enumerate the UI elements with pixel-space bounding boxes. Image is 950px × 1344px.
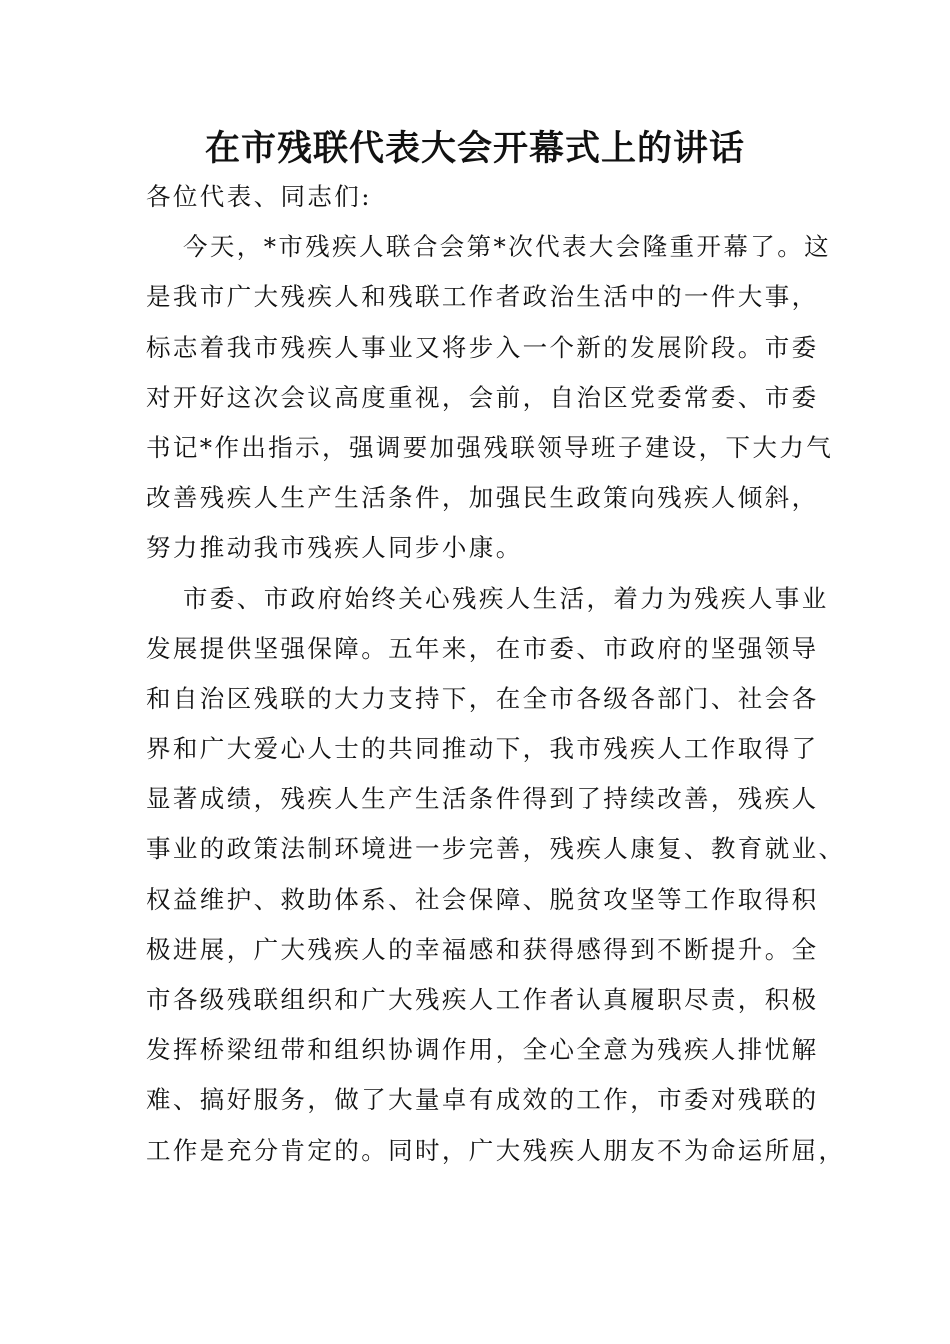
paragraph-line: 发挥桥梁纽带和组织协调作用，全心全意为残疾人排忧解 bbox=[146, 1035, 819, 1065]
paragraph-line: 市委、市政府始终关心残疾人生活，着力为残疾人事业 bbox=[183, 583, 829, 613]
paragraph-line: 和自治区残联的大力支持下，在全市各级各部门、社会各 bbox=[146, 683, 819, 713]
paragraph-line: 极进展，广大残疾人的幸福感和获得感得到不断提升。全 bbox=[146, 934, 819, 964]
salutation-line: 各位代表、同志们: bbox=[146, 182, 372, 211]
paragraph-line: 努力推动我市残疾人同步小康。 bbox=[146, 533, 523, 563]
paragraph-line: 发展提供坚强保障。五年来，在市委、市政府的坚强领导 bbox=[146, 633, 819, 663]
paragraph-line: 工作是充分肯定的。同时，广大残疾人朋友不为命运所屈， bbox=[146, 1135, 846, 1165]
document-title: 在市残联代表大会开幕式上的讲话 bbox=[204, 128, 745, 169]
paragraph-line: 是我市广大残疾人和残联工作者政治生活中的一件大事， bbox=[146, 282, 819, 312]
paragraph-line: 界和广大爱心人士的共同推动下，我市残疾人工作取得了 bbox=[146, 734, 819, 764]
paragraph-line: 今天，*市残疾人联合会第*次代表大会隆重开幕了。这 bbox=[183, 232, 831, 262]
paragraph-line: 市各级残联组织和广大残疾人工作者认真履职尽责，积极 bbox=[146, 985, 819, 1014]
document-body bbox=[146, 172, 846, 1176]
paragraph-line: 书记*作出指示，强调要加强残联领导班子建设，下大力气 bbox=[146, 432, 834, 462]
paragraph-line: 难、搞好服务，做了大量卓有成效的工作，市委对残联的 bbox=[146, 1085, 819, 1115]
paragraph-line: 标志着我市残疾人事业又将步入一个新的发展阶段。市委 bbox=[146, 332, 819, 362]
paragraph-line: 权益维护、救助体系、社会保障、脱贫攻坚等工作取得积 bbox=[146, 884, 819, 914]
paragraph-line: 事业的政策法制环境进一步完善，残疾人康复、教育就业、 bbox=[146, 834, 846, 864]
paragraph-line: 显著成绩，残疾人生产生活条件得到了持续改善，残疾人 bbox=[146, 784, 819, 814]
paragraph-line: 对开好这次会议高度重视，会前，自治区党委常委、市委 bbox=[146, 382, 819, 412]
paragraph-line: 改善残疾人生产生活条件，加强民生政策向残疾人倾斜， bbox=[146, 483, 819, 513]
